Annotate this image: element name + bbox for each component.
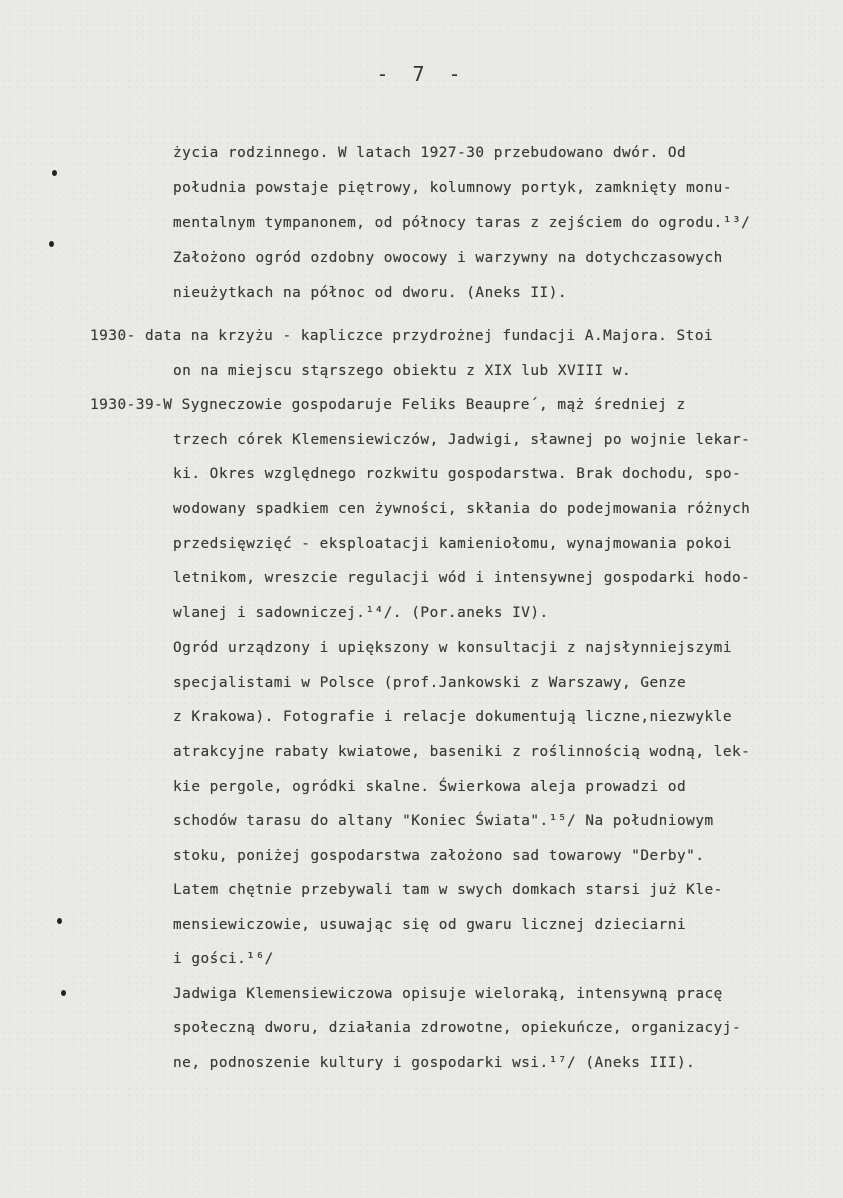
text-line: nieużytkach na północ od dworu. (Aneks II). bbox=[173, 285, 568, 301]
text-line: ne, podnoszenie kultury i gospodarki wsi.¹⁷/ (Aneks III). bbox=[173, 1055, 696, 1071]
text-line: ki. Okres względnego rozkwitu gospodarstwa. Brak dochodu, spo- bbox=[173, 466, 742, 482]
text-line: stoku, poniżej gospodarstwa założono sad towarowy "Derby". bbox=[173, 848, 705, 864]
text-line: wlanej i sadowniczej.¹⁴/. (Por.aneks IV). bbox=[173, 605, 549, 621]
text-line: on na miejscu stąrszego obiektu z XIX lub XVIII w. bbox=[173, 363, 632, 379]
text-line: 1930-39-W Sygneczowie gospodaruje Feliks Beaupre´, mąż średniej z bbox=[90, 397, 686, 413]
text-line: południa powstaje piętrowy, kolumnowy portyk, zamknięty monu- bbox=[173, 180, 732, 196]
text-line: życia rodzinnego. W latach 1927-30 przebudowano dwór. Od bbox=[173, 145, 687, 161]
text-line: kie pergole, ogródki skalne. Świerkowa aleja prowadzi od bbox=[173, 779, 687, 795]
text-line: Ogród urządzony i upiększony w konsultacji z najsłynniejszymi bbox=[173, 640, 732, 656]
text-line: letnikom, wreszcie regulacji wód i intensywnej gospodarki hodo- bbox=[173, 570, 751, 586]
punch-mark bbox=[52, 170, 57, 176]
text-line: specjalistami w Polsce (prof.Jankowski z Warszawy, Genze bbox=[173, 675, 687, 691]
text-line: trzech córek Klemensiewiczów, Jadwigi, sławnej po wojnie lekar- bbox=[173, 432, 751, 448]
text-line: mentalnym tympanonem, od północy taras z zejściem do ogrodu.¹³/ bbox=[173, 215, 751, 231]
text-line: z Krakowa). Fotografie i relacje dokumentują liczne,niezwykle bbox=[173, 709, 732, 725]
page-number: - 7 - bbox=[376, 62, 467, 86]
punch-mark bbox=[57, 918, 62, 924]
punch-mark bbox=[61, 990, 66, 996]
text-line: schodów tarasu do altany "Koniec Świata".¹⁵/ Na południowym bbox=[173, 813, 714, 829]
text-line: Latem chętnie przebywali tam w swych domkach starsi już Kle- bbox=[173, 882, 723, 898]
text-line: 1930- data na krzyżu - kapliczce przydrożnej fundacji A.Majora. Stoi bbox=[90, 328, 714, 344]
text-line: Założono ogród ozdobny owocowy i warzywny na dotychczasowych bbox=[173, 250, 723, 266]
text-line: Jadwiga Klemensiewiczowa opisuje wieloraką, intensywną pracę bbox=[173, 986, 723, 1002]
punch-mark bbox=[49, 241, 54, 247]
text-line: społeczną dworu, działania zdrowotne, opiekuńcze, organizacyj- bbox=[173, 1020, 742, 1036]
text-line: wodowany spadkiem cen żywności, skłania do podejmowania różnych bbox=[173, 501, 751, 517]
text-line: przedsięwzięć - eksploatacji kamieniołomu, wynajmowania pokoi bbox=[173, 536, 732, 552]
text-line: mensiewiczowie, usuwając się od gwaru licznej dzieciarni bbox=[173, 917, 687, 933]
text-line: atrakcyjne rabaty kwiatowe, baseniki z roślinnością wodną, lek- bbox=[173, 744, 751, 760]
text-line: i gości.¹⁶/ bbox=[173, 951, 274, 967]
